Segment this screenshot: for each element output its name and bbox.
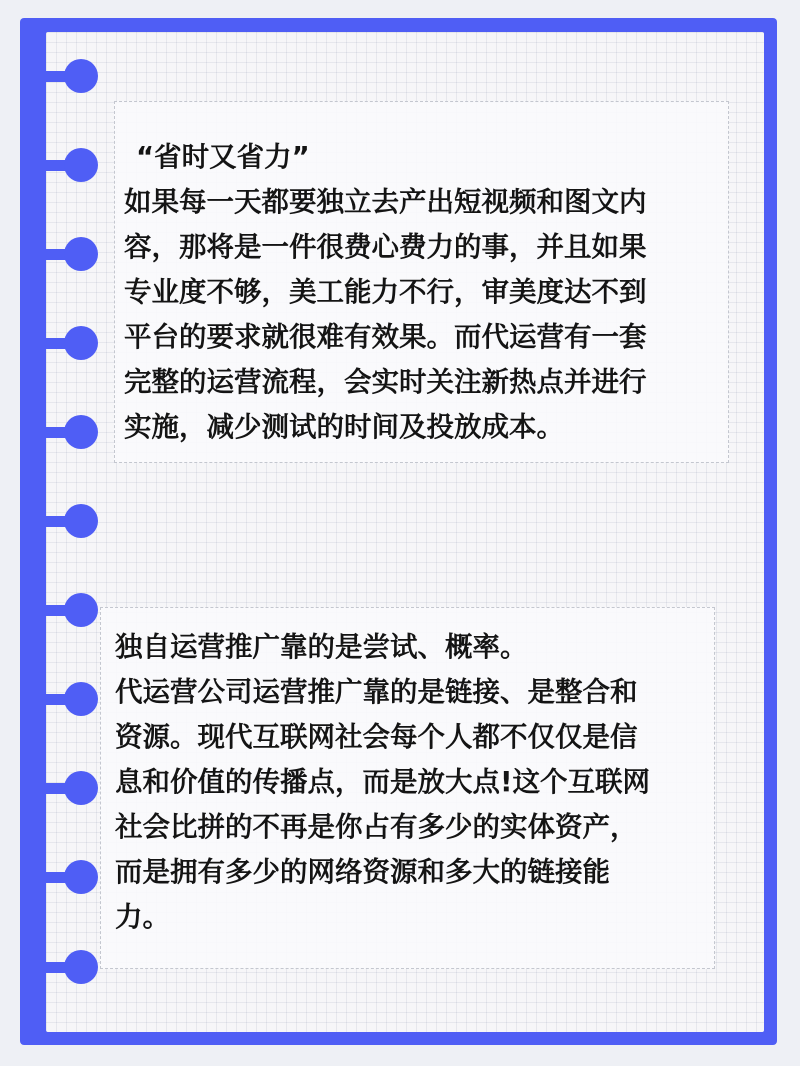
paragraph-line: 社会比拼的不再是你占有多少的实体资产， (115, 811, 638, 843)
paragraph-line: 如果每一天都要独立去产出短视频和图文内 (124, 186, 647, 218)
binder-ring-icon (64, 59, 98, 93)
binder-ring-icon (64, 771, 98, 805)
paragraph-line: 专业度不够，美工能力不行，审美度达不到 (124, 276, 647, 308)
paragraph-line: 平台的要求就很难有效果。而代运营有一套 (124, 321, 647, 353)
binder-ring-icon (64, 593, 98, 627)
paragraph-line: 力。 (115, 901, 170, 933)
paragraph-line: 息和价值的传播点，而是放大点!这个互联网 (115, 766, 651, 798)
card-heading: “省时又省力” (136, 141, 310, 173)
card-body (115, 625, 650, 940)
binder-ring-icon (64, 682, 98, 716)
text-card-promotion (100, 607, 715, 969)
binder-ring-icon (64, 415, 98, 449)
binder-ring-icon (64, 326, 98, 360)
paragraph-line: 完整的运营流程，会实时关注新热点并进行 (124, 366, 647, 398)
binder-ring-icon (64, 950, 98, 984)
binder-ring-icon (64, 237, 98, 271)
binder-ring-icon (64, 504, 98, 538)
paragraph-line: 实施，减少测试的时间及投放成本。 (124, 411, 564, 443)
card-body (124, 180, 647, 450)
binder-ring-icon (64, 860, 98, 894)
paragraph-line: 资源。现代互联网社会每个人都不仅仅是信 (115, 721, 638, 753)
paragraph-line: 而是拥有多少的网络资源和多大的链接能 (115, 856, 610, 888)
paragraph-line: 容，那将是一件很费心费力的事，并且如果 (124, 231, 647, 263)
paragraph-line: 代运营公司运营推广靠的是链接、是整合和 (115, 676, 638, 708)
paragraph-line: 独自运营推广靠的是尝试、概率。 (115, 631, 528, 663)
text-card-time-saving (114, 101, 729, 463)
binder-ring-icon (64, 148, 98, 182)
